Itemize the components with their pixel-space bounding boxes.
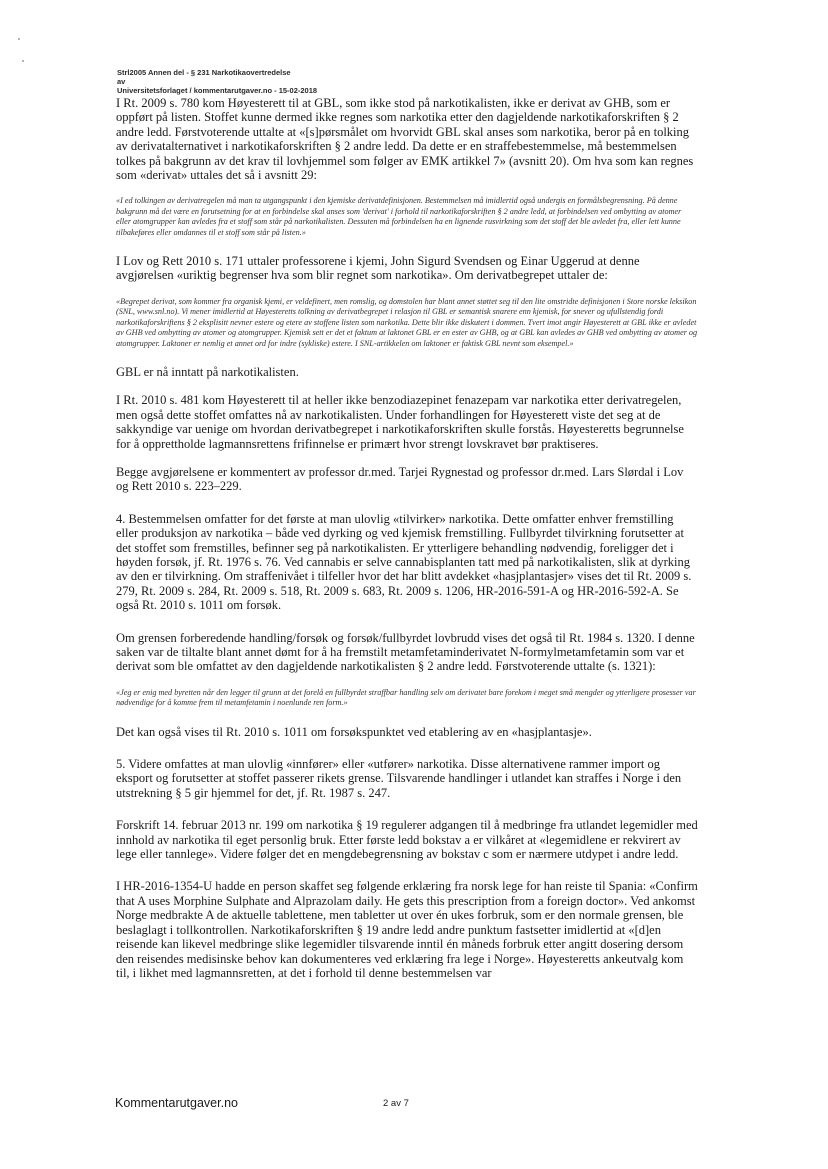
- block-quote: «Begrepet derivat, som kommer fra organisk kjemi, er veldefinert, men romslig, og domstolen har blant annet støttet seg til den lite omstridte definisjonen i Store norske leksikon (SNL, www.snl.no). Vi mener imidlertid at Høyesteretts tolkning av derivatbegrepet i relasjon til GBL er semantisk snarere enn kjemisk, for snever og ufullstendig fordi narkotikaforskriftens § 2 eksplisitt nevner estere og etere av stoffene listen som narkotika. Dette blir ikke diskutert i dommen. Tvert imot angir Høyesterett at GBL ikke er avledet av GHB ved ombytting av atomer og atomgrupper. Kjemisk sett er det et faktum at laktonet GBL er en ester av GHB, og at GBL kan avledes av GHB ved ombytting av atomer og atomgrupper. Laktoner er nemlig et annet ord for indre (sykliske) estere. I SNL-artikkelen om laktoner er faktisk GBL nevnt som eksempel.»: [116, 296, 698, 348]
- footer-site-name: Kommentarutgaver.no: [115, 1096, 238, 1110]
- paragraph: I Rt. 2010 s. 481 kom Høyesterett til at heller ikke benzodiazepinet fenazepam var narkotika etter derivatregelen, men også dette stoffet omfattes nå av narkotikalisten. Under forhandlingen for Høyesterett viste det seg at de sakkyndige var uenige om hvordan derivatbegrepet i narkotikaforskriften skulle forstås. Høyesteretts begrunnelse for å opprettholde lagmannsrettens frifinnelse er primært hvor strengt lovskravet bør praktiseres.: [116, 393, 684, 451]
- footer-page-number: 2 av 7: [383, 1098, 409, 1109]
- scan-speck: [18, 38, 20, 40]
- block-quote: «I ed tolkingen av derivatregelen må man ta utgangspunkt i den kjemiske derivatdefinisjonen. Bestemmelsen må imidlertid også undergis en formålsbegrensning. På denne bakgrunn må det være en forutsetning for at en forbindelse skal anses som 'derivat' i forhold til narkotikaforskriften § 2 andre ledd, at forbindelsen ved ombytting av atomer eller atomgrupper kan avledes fra et stoff som står på narkotikalisten. Dessuten må forbindelsen ha en lignende rusvirkning som det stoff det ble avledet fra, eller lett kunne tilbakeføres eller omdannes til et stoff som står på listen.»: [116, 196, 682, 237]
- paragraph: Begge avgjørelsene er kommentert av professor dr.med. Tarjei Rygnestad og professor dr.med. Lars Slørdal i Lov og Rett 2010 s. 223–229.: [116, 464, 684, 494]
- paragraph: 4. Bestemmelsen omfatter for det første at man ulovlig «tilvirker» narkotika. Dette omfatter enhver fremstilling eller produksjon av narkotika – både ved dyrking og ved kjemisk fremstilling. Fullbyrdet tilvirkning forutsetter at det stoffet som fremstilles, befinner seg på narkotikalisten. Er ytterligere behandling nødvendig, foreligger det i høyden forsøk, jf. Rt. 1976 s. 76. Ved cannabis er selve cannabisplanten tatt med på narkotikalisten, slik at dyrking av den er tilvirkning. Om straffenivået i tilfeller hvor det har blitt avdekket «hasjplantasjer» vises det til Rt. 2009 s. 279, Rt. 2009 s. 284, Rt. 2009 s. 518, Rt. 2009 s. 683, Rt. 2009 s. 1206, HR-2016-591-A og HR-2016-592-A. Se også Rt. 2010 s. 1011 om forsøk.: [116, 511, 692, 613]
- paragraph: I Rt. 2009 s. 780 kom Høyesterett til at GBL, som ikke stod på narkotikalisten, ikke er derivat av GHB, som er oppført på listen. Stoffet kunne dermed ikke regnes som narkotika etter den dagjeldende narkotikaforskriften § 2 andre ledd. Førstvoterende uttalte at «[s]pørsmålet om hvorvidt GBL skal anses som narkotika, beror på en tolking av derivatalternativet i narkotikaforskriften § 2 andre ledd. Da dette er en straffebestemmelse, må bestemmelsen tolkes på bakgrunn av det krav til lovhjemmel som følger av EMK artikkel 7» (avsnitt 20). Om hva som kan regnes som «derivat» uttales det så i avsnitt 29:: [116, 96, 694, 183]
- header-line-1: Strl2005 Annen del - § 231 Narkotikaovertredelse: [117, 68, 291, 77]
- header-line-2: av: [117, 77, 126, 86]
- paragraph: 5. Videre omfattes at man ulovlig «innfører» eller «utfører» narkotika. Disse alternativene rammer import og eksport og forutsetter at stoffet passerer rikets grense. Tilsvarende handlinger i utlandet kan straffes i Norge i den utstrekning § 5 gir hjemmel for det, jf. Rt. 1987 s. 247.: [116, 757, 682, 800]
- scan-speck: [22, 60, 24, 62]
- paragraph: I HR-2016-1354-U hadde en person skaffet seg følgende erklæring fra norsk lege for han reiste til Spania: «Confirm that A uses Morphine Sulphate and Alprazolam daily. He gets this prescription from a foreign doctor». Ved ankomst Norge medbrakte A de aktuelle tablettene, men tabletter ut over én ukes forbruk, som er den normale grensen, ble beslaglagt i tollkontrollen. Narkotikaforskriften § 19 andre ledd andre punktum fastsetter imidlertid at «[d]en reisende kan likevel medbringe slike legemidler tilsvarende inntil én måneds forbruk etter angitt dosering dersom den reisendes medisinske behov kan dokumenteres ved erklæring fra lege i Norge». Høyesteretts ankeutvalg kom til, i likhet med lagmannsretten, at det i forhold til denne bestemmelsen var: [116, 879, 698, 980]
- paragraph: I Lov og Rett 2010 s. 171 uttaler professorene i kjemi, John Sigurd Svendsen og Einar Uggerud at denne avgjørelsen «uriktig begrenser hva som blir regnet som narkotika». Om derivatbegrepet uttaler de:: [116, 254, 640, 283]
- paragraph: Det kan også vises til Rt. 2010 s. 1011 om forsøkspunktet ved etablering av en «hasjplantasje».: [116, 724, 592, 739]
- paragraph: GBL er nå inntatt på narkotikalisten.: [116, 364, 299, 379]
- document-header: [117, 68, 717, 95]
- paragraph: Forskrift 14. februar 2013 nr. 199 om narkotika § 19 regulerer adgangen til å medbringe fra utlandet legemidler med innhold av narkotika til eget personlig bruk. Etter første ledd bokstav a er vilkåret at «legemidlene er rekvirert av lege eller tannlege». Videre følger det en mengdebegrensning av bokstav c som er nærmere utdypet i andre ledd.: [116, 818, 698, 862]
- block-quote: «Jeg er enig med byretten når den legger til grunn at det forelå en fullbyrdet straffbar handling selv om derivatet bare forekom i meget små mengder og ytterligere prosesser var nødvendige for å komme frem til metamfetamin i noenlunde ren form.»: [116, 687, 696, 708]
- paragraph: Om grensen forberedende handling/forsøk og forsøk/fullbyrdet lovbrudd vises det også til Rt. 1984 s. 1320. I denne saken var de tiltalte blant annet dømt for å ha fremstilt metamfetaminderivatet N-formylmetamfetamin som var et derivat som ble omfattet av den dagjeldende narkotikalisten § 2 andre ledd. Førstvoterende uttalte (s. 1321):: [116, 630, 695, 674]
- header-line-3: Universitetsforlaget / kommentarutgaver.no - 15-02-2018: [117, 86, 318, 95]
- document-body: [116, 96, 698, 994]
